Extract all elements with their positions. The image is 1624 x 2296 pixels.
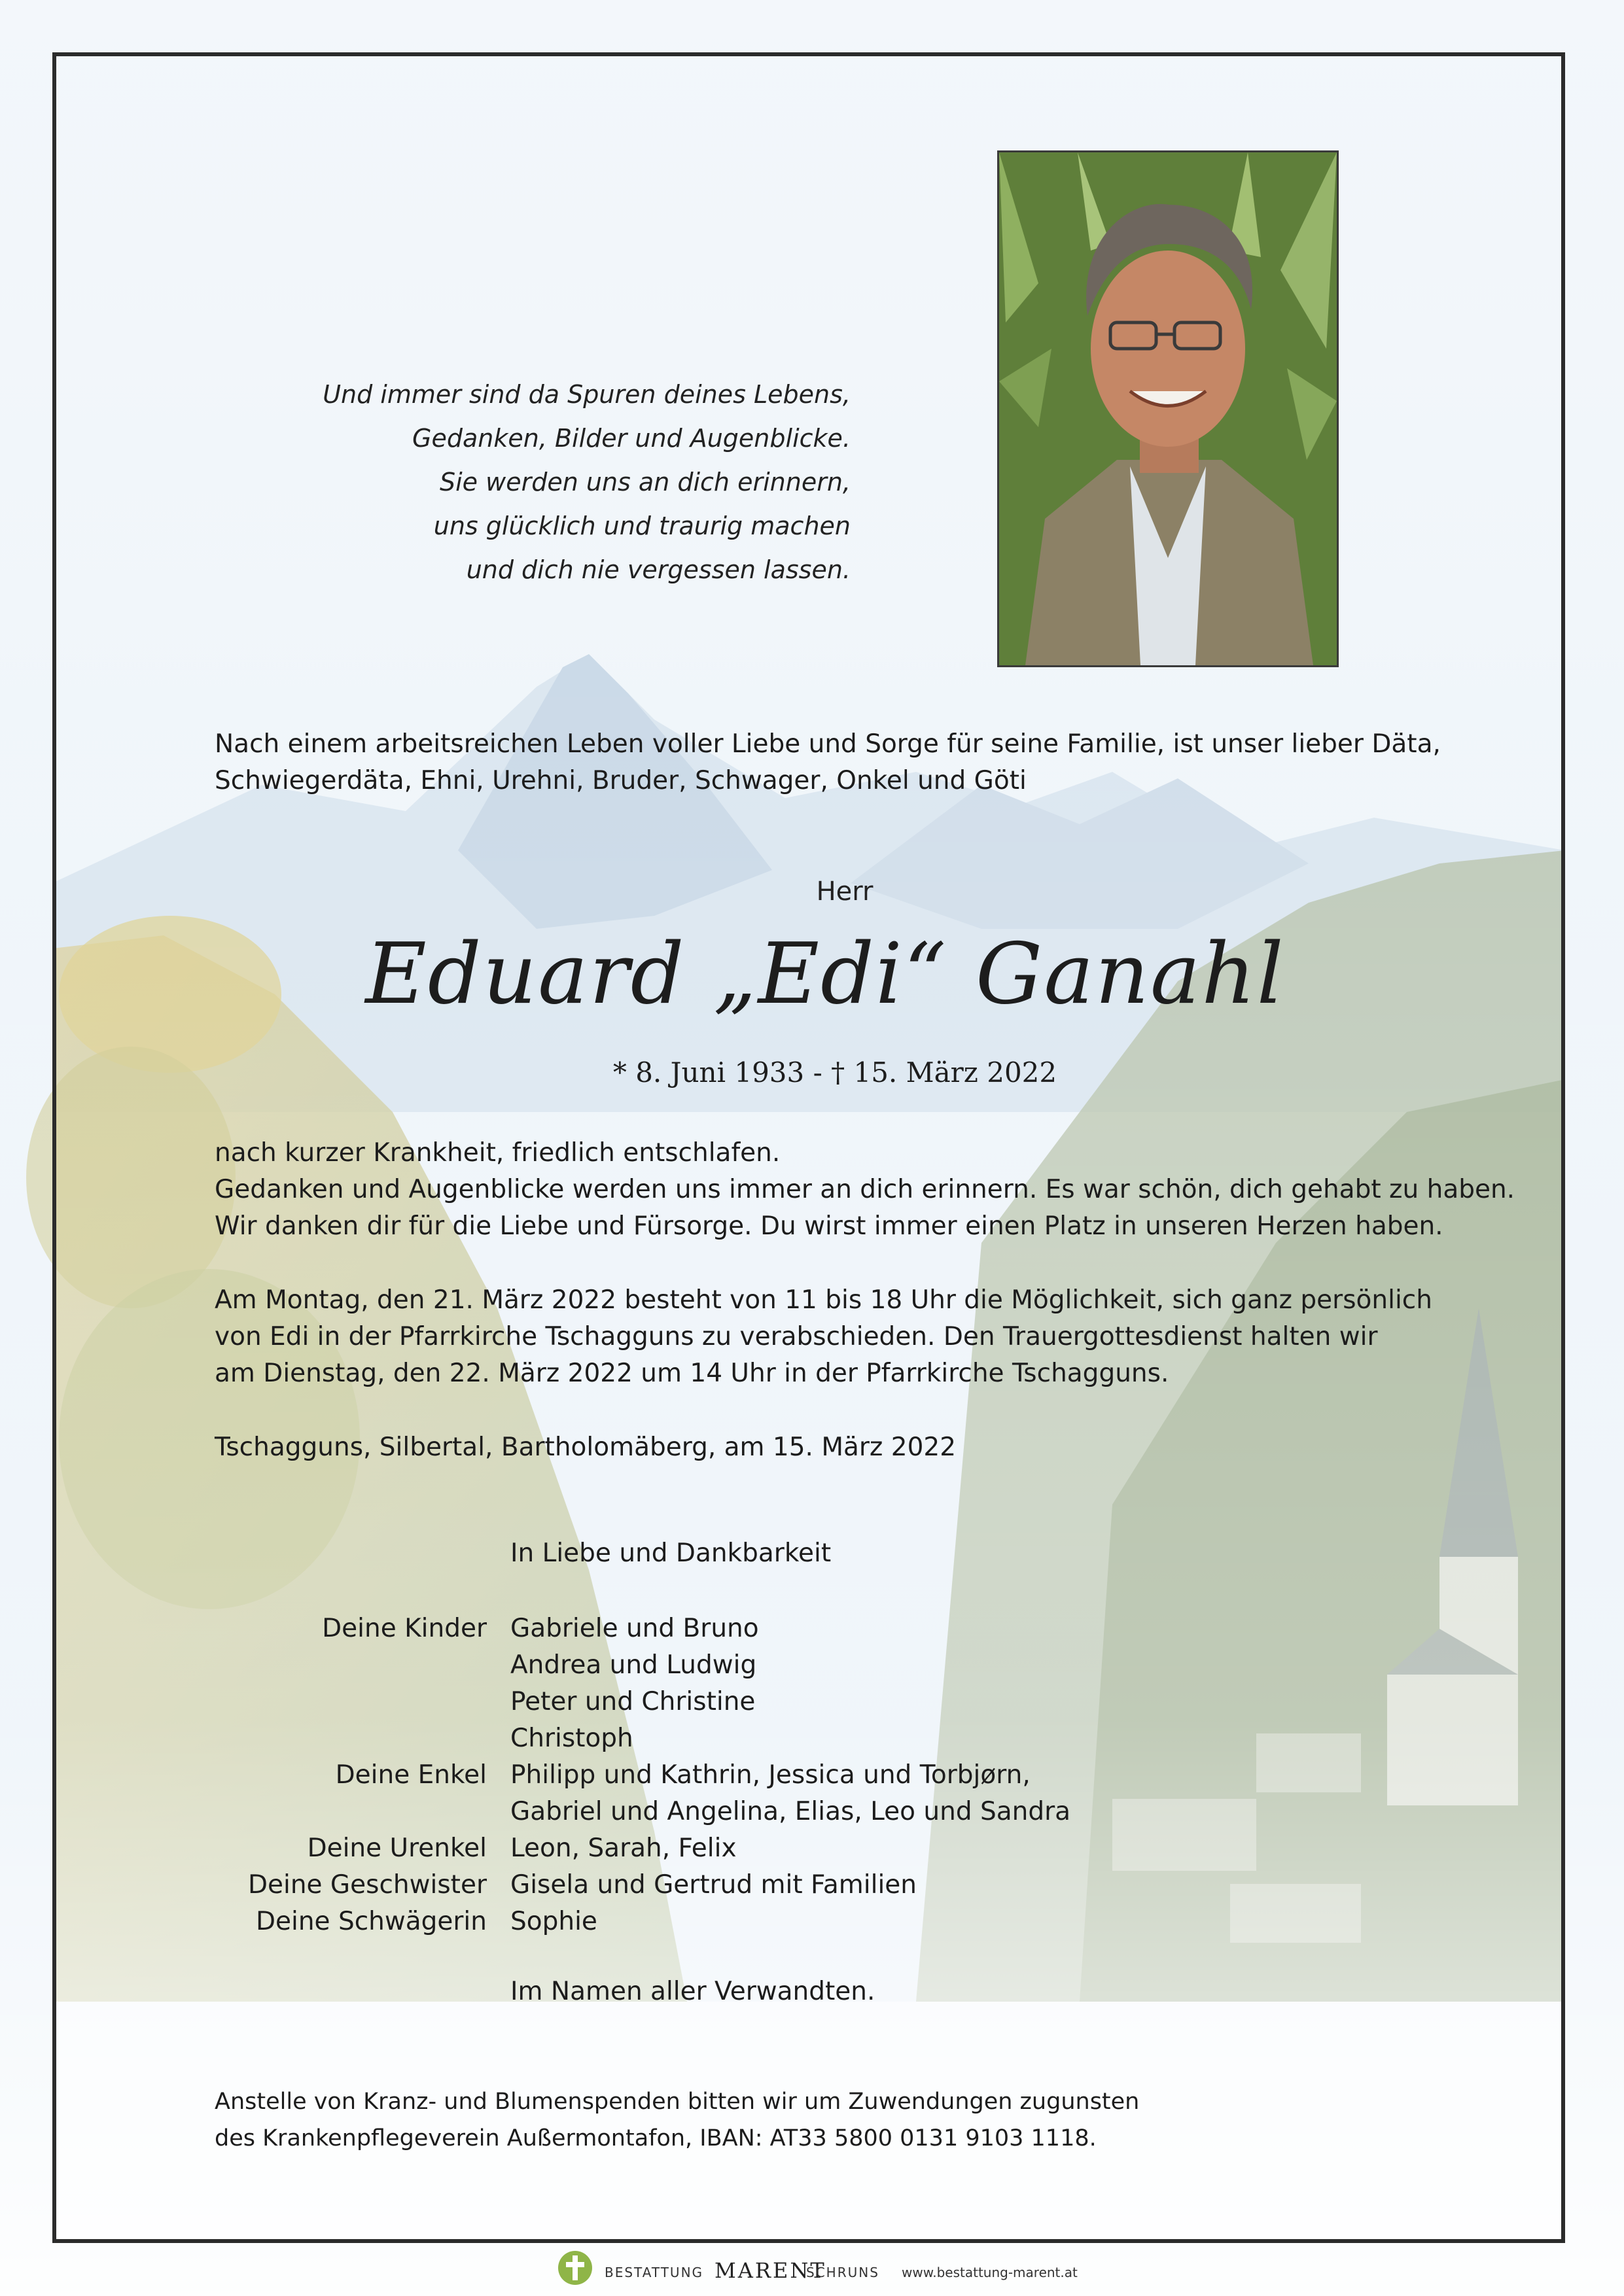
salutation: Herr <box>816 877 874 907</box>
paragraph-line: von Edi in der Pfarrkirche Tschagguns zu verabschieden. Den Trauergottesdienst halten wir <box>215 1322 1378 1351</box>
family-names <box>510 1830 737 1867</box>
donation-note <box>215 2083 1139 2157</box>
poem-line: Gedanken, Bilder und Augenblicke. <box>412 424 851 453</box>
family-relation: Deine Enkel <box>335 1760 487 1790</box>
family-name: Gabriele und Bruno <box>510 1614 759 1643</box>
poem-line: uns glücklich und traurig machen <box>433 512 851 540</box>
paragraph-line: Am Montag, den 21. März 2022 besteht von 11 bis 18 Uhr die Möglichkeit, sich ganz persönlich <box>215 1285 1432 1315</box>
memorial-poem <box>262 373 851 592</box>
footer-marent: MARENT <box>715 2258 826 2283</box>
paragraph-line: Wir danken dir für die Liebe und Fürsorge. Du wirst immer einen Platz in unseren Herzen haben. <box>215 1211 1443 1241</box>
intro-paragraph <box>215 726 1441 799</box>
family-relation: Deine Schwägerin <box>255 1907 487 1936</box>
footer-bestattung: BESTATTUNG <box>605 2265 704 2280</box>
family-names <box>510 1904 597 1940</box>
closing-line: In Liebe und Dankbarkeit <box>510 1539 832 1568</box>
family-name: Leon, Sarah, Felix <box>510 1834 737 1863</box>
family-name: Philipp und Kathrin, Jessica und Torbjørn, <box>510 1760 1031 1790</box>
poem-line: Sie werden uns an dich erinnern, <box>439 468 851 496</box>
donation-line: Anstelle von Kranz- und Blumenspenden bitten wir um Zuwendungen zugunsten <box>215 2089 1140 2115</box>
family-relation: Deine Geschwister <box>247 1870 487 1900</box>
family-names <box>510 1610 759 1757</box>
farewell-paragraph <box>215 1135 1515 1245</box>
family-relation: Deine Urenkel <box>307 1834 487 1863</box>
signoff: Im Namen aller Verwandten. <box>510 1977 875 2006</box>
poem-line: Und immer sind da Spuren deines Lebens, <box>323 380 851 409</box>
paragraph-line: nach kurzer Krankheit, friedlich entschlafen. <box>215 1138 781 1168</box>
intro-line: Nach einem arbeitsreichen Leben voller Liebe und Sorge für seine Familie, ist unser lieber Däta, <box>215 729 1441 759</box>
poem-line: und dich nie vergessen lassen. <box>466 555 851 584</box>
family-relation: Deine Kinder <box>322 1614 487 1643</box>
intro-line: Schwiegerdäta, Ehni, Urehni, Bruder, Schwager, Onkel und Göti <box>215 766 1027 795</box>
funeral-home-footer <box>0 2250 1624 2289</box>
portrait-photo <box>997 150 1339 667</box>
family-name: Gisela und Gertrud mit Familien <box>510 1870 917 1900</box>
family-name: Peter und Christine <box>510 1687 756 1716</box>
family-name: Christoph <box>510 1724 633 1753</box>
family-name: Gabriel und Angelina, Elias, Leo und Sandra <box>510 1797 1071 1826</box>
family-name: Sophie <box>510 1907 597 1936</box>
life-dates: * 8. Juni 1933 - † 15. März 2022 <box>612 1056 1057 1088</box>
cross-logo-icon <box>557 2250 593 2286</box>
footer-schruns: SCHRUNS <box>806 2265 879 2280</box>
funeral-info-paragraph <box>215 1282 1432 1392</box>
family-name: Andrea und Ludwig <box>510 1650 757 1680</box>
paragraph-line: Gedanken und Augenblicke werden uns immer an dich erinnern. Es war schön, dich gehabt zu haben. <box>215 1175 1515 1204</box>
family-names <box>510 1757 1070 1830</box>
donation-line: des Krankenpflegeverein Außermontafon, IBAN: AT33 5800 0131 9103 1118. <box>215 2125 1097 2151</box>
family-names <box>510 1867 917 1904</box>
footer-website-link[interactable]: www.bestattung-marent.at <box>902 2265 1078 2280</box>
paragraph-line: am Dienstag, den 22. März 2022 um 14 Uhr in der Pfarrkirche Tschagguns. <box>215 1359 1169 1388</box>
deceased-name: Eduard „Edi“ Ganahl <box>365 926 1285 1023</box>
place-and-date: Tschagguns, Silbertal, Bartholomäberg, am 15. März 2022 <box>215 1433 957 1462</box>
